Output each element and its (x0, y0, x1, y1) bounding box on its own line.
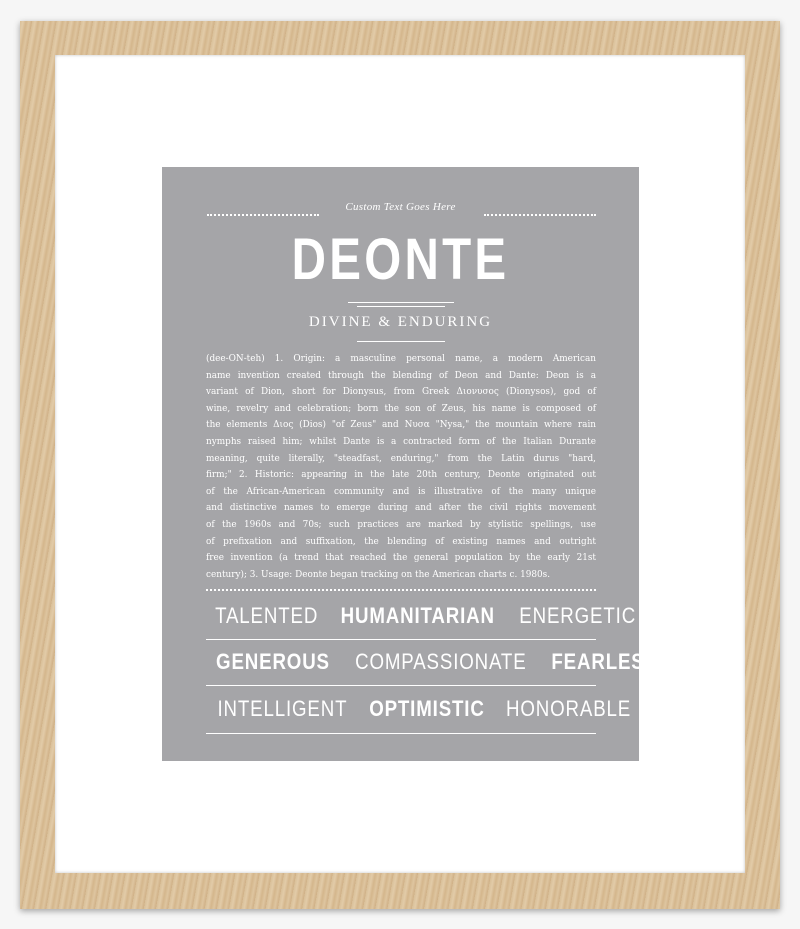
trait-word: ENERGETIC (519, 603, 636, 628)
name-rule-top (348, 302, 454, 303)
definition-line: century); 3. Usage: Deonte began tracking on the American charts c. 1980s. (206, 569, 551, 580)
custom-text-dots-left (207, 214, 319, 216)
definition-line: free invention (a trend that reached the general population by the early 21st (206, 553, 596, 564)
definition-line: (dee-ON-teh) 1. Origin: a masculine personal name, a modern American (206, 354, 596, 364)
name-definition (206, 351, 596, 583)
definition-line: the elements Διος (Dios) "of Zeus" and Νυσα "Nysa," the mountain where rain (206, 420, 596, 431)
definition-line: and distinctive names to emerge during and after the civil rights movement (206, 503, 596, 514)
trait-word: GENEROUS (216, 649, 330, 674)
definition-line: wine, revelry and celebration; born the son of Zeus, his name is composed of (206, 403, 596, 414)
trait-word: TALENTED (215, 603, 319, 628)
trait-row-1 (206, 599, 636, 633)
definition-line: name invention created through the blending of Deon and Dante: Deon is a (206, 370, 596, 381)
trait-row-2 (206, 645, 658, 679)
custom-text: Custom Text Goes Here (345, 201, 456, 213)
name-title: DEONTE (291, 227, 510, 292)
white-mat (55, 55, 745, 873)
wooden-frame (20, 21, 780, 909)
trait-word: FEARLESS (550, 649, 658, 674)
trait-divider (206, 685, 596, 686)
definition-line: of the African-American community and is illustrative of the many unique (206, 486, 596, 497)
traits-dots-divider (206, 589, 596, 591)
name-meaning: DIVINE & ENDURING (308, 314, 493, 330)
trait-word: INTELLIGENT (217, 696, 348, 721)
trait-row-3 (206, 692, 631, 726)
trait-word: OPTIMISTIC (369, 696, 485, 721)
definition-line: of prefixation and suffixation, the blending of existing names and outright (206, 536, 596, 547)
trait-word: HUMANITARIAN (340, 603, 496, 628)
definition-line: nymphs raised him; whilst Dante is a contracted form of the Italian Durante (206, 436, 596, 447)
definition-line: variant of Dion, short for Dionysus, from Greek Διονυσος (Dionysos), god of (206, 387, 596, 398)
trait-word: HONORABLE (505, 696, 631, 721)
name-rule-middle (357, 306, 445, 307)
trait-divider (206, 639, 596, 640)
meaning-rule-bottom (357, 341, 445, 342)
definition-line: meaning, quite literally, "steadfast, enduring," from the Latin durus "hard, (206, 453, 596, 464)
definition-line: firm;" 2. Historic: appearing in the late 20th century, Deonte originated out (206, 470, 596, 481)
trait-divider (206, 733, 596, 734)
custom-text-dots-right (484, 214, 596, 216)
trait-word: COMPASSIONATE (355, 649, 527, 674)
name-meaning-print (162, 167, 658, 761)
definition-line: of the 1960s and 70s; such practices are marked by stylistic spellings, use (206, 519, 596, 530)
